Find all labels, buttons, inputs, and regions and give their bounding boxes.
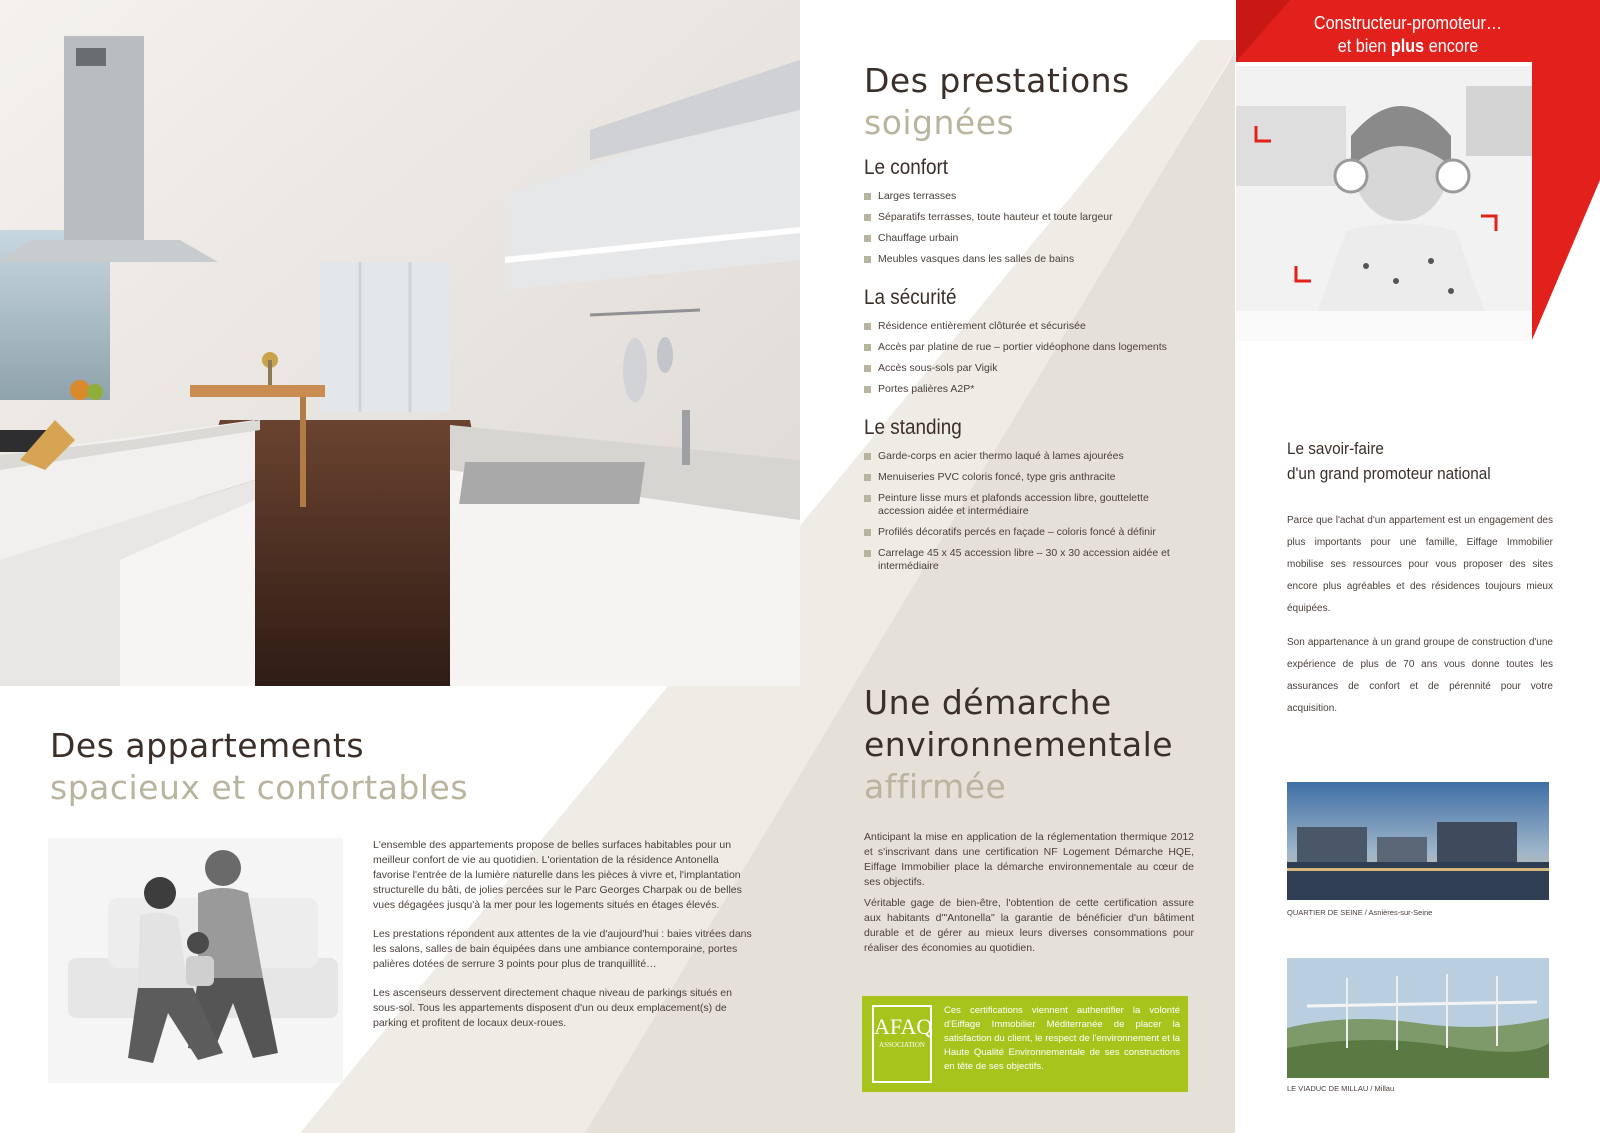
environment-title <box>864 682 1173 766</box>
red-triangle <box>1532 62 1600 340</box>
list-item: Profilés décoratifs percés en façade – coloris foncé à définir <box>864 526 1194 539</box>
savoir-faire-title <box>1287 436 1491 486</box>
list-item: Peinture lisse murs et plafonds accession libre, gouttelette accession aidée et intermédiaire <box>864 492 1194 518</box>
list-item: Accès par platine de rue – portier vidéophone dans logements <box>864 341 1194 354</box>
apartments-subtitle: spacieux et confortables <box>50 768 469 807</box>
savoir-paragraph-1: Parce que l'achat d'un appartement est un engagement des plus importants pour une famille, Eiffage Immobilier mobilise ses ressources pour vous proposer des sites encore plus agréables et des résidences toujours mieux équipées. <box>1287 515 1553 614</box>
environment-title-line-1: Une démarche <box>864 683 1112 722</box>
banner-line-2 <box>1255 35 1561 58</box>
section-heading-standing: Le standing <box>864 416 962 439</box>
list-item: Accès sous-sols par Vigik <box>864 362 1194 375</box>
savoir-paragraph-2: Son appartenance à un grand groupe de construction d'une expérience de plus de 70 ans vous donne toutes les assurances de confort et de pérennité pour votre acquisition. <box>1287 637 1553 714</box>
savoir-faire-text <box>1287 510 1553 732</box>
afaq-logo <box>872 1005 932 1083</box>
apartments-paragraph-2: Les prestations répondent aux attentes de la vie d'aujourd'hui : baies vitrées dans les salons, salles de bain équipées dans une ambiance contemporaine, portes palières dotées de serrure 3 points pour plus de tranquillité… <box>373 928 752 970</box>
services-subtitle: soignées <box>864 103 1015 142</box>
list-item: Meubles vasques dans les salles de bains <box>864 253 1194 266</box>
savoir-faire-line-2: d'un grand promoteur national <box>1287 464 1491 483</box>
list-item: Chauffage urbain <box>864 232 1194 245</box>
banner-line-1: Constructeur-promoteur… <box>1313 13 1503 33</box>
environment-subtitle: affirmée <box>864 767 1007 806</box>
environment-paragraph-2: Véritable gage de bien-être, l'obtention de cette certification assure aux habitants d'"Antonella" la garantie de bénéficier d'un bâtiment durable et de gérer au mieux leurs diverses consommations pour réaliser des économies au quotidien. <box>864 897 1194 954</box>
standing-list <box>864 450 1194 573</box>
comfort-list <box>864 190 1194 266</box>
banner-text-post: encore <box>1424 36 1479 56</box>
banner-text-pre: et bien <box>1337 36 1391 56</box>
list-item: Portes palières A2P* <box>864 383 1194 396</box>
section-heading-security: La sécurité <box>864 286 957 309</box>
environment-paragraph-1: Anticipant la mise en application de la réglementation thermique 2012 et s'inscrivant dans une certification NF Logement Démarche HQE, Eiffage Immobilier place la démarche environnementale au cœur de ses objectifs. <box>864 831 1194 888</box>
services-column <box>864 60 1194 581</box>
apartments-text <box>373 838 753 1045</box>
list-item: Résidence entièrement clôturée et sécurisée <box>864 320 1194 333</box>
apartments-paragraph-1: L'ensemble des appartements propose de belles surfaces habitables pour un meilleur confort de vie au quotidien. L'orientation de la résidence Antonella favorise l'entrée de la lumière naturelle dans les pièces à vivre et, l'implantation structurelle du bâti, de jolies percées sur le Parc Georges Charpak ou de belles vues dégagées jusqu'à la mer pour les logements situés en étages élevés. <box>373 839 742 911</box>
list-item: Carrelage 45 x 45 accession libre – 30 x 30 accession aidée et intermédiaire <box>864 547 1194 573</box>
quartier-de-seine-photo <box>1287 782 1549 900</box>
caption-viaduc-de-millau: LE VIADUC DE MILLAU / Millau <box>1287 1084 1395 1093</box>
list-item: Larges terrasses <box>864 190 1194 203</box>
apartments-paragraph-3: Les ascenseurs desservent directement chaque niveau de parkings situés en sous-sol. Tous les appartements disposent d'un ou deux emplacement(s) de parking et profitent de locaux deux-roues. <box>373 987 732 1029</box>
afaq-logo-text: AFAQ <box>874 1014 933 1039</box>
banner-text-bold: plus <box>1390 36 1425 56</box>
certification-text: Ces certifications viennent authentifier la volonté d'Eiffage Immobilier Méditerranée de placer la satisfaction du client, le respect de l'environnement et la Haute Qualité Environnementale de ses constructions en tête de ses objectifs. <box>944 1005 1180 1072</box>
girl-headphones-photo <box>1236 66 1532 341</box>
red-banner-title <box>1255 12 1561 58</box>
security-list <box>864 320 1194 396</box>
list-item: Séparatifs terrasses, toute hauteur et toute largeur <box>864 211 1194 224</box>
afaq-logo-tag: ASSOCIATION <box>879 1041 925 1049</box>
environment-title-line-2: environnementale <box>864 725 1174 764</box>
environment-text <box>864 830 1194 962</box>
kitchen-photo <box>0 0 800 686</box>
list-item: Garde-corps en acier thermo laqué à lames ajourées <box>864 450 1194 463</box>
services-title: Des prestations <box>864 61 1130 100</box>
savoir-faire-line-1: Le savoir-faire <box>1287 439 1384 458</box>
list-item: Menuiseries PVC coloris foncé, type gris anthracite <box>864 471 1194 484</box>
family-photo <box>48 838 343 1083</box>
apartments-title: Des appartements <box>50 726 365 765</box>
viaduc-de-millau-photo <box>1287 958 1549 1078</box>
certification-box <box>862 996 1188 1092</box>
caption-quartier-de-seine: QUARTIER DE SEINE / Asnières-sur-Seine <box>1287 908 1433 917</box>
section-heading-comfort: Le confort <box>864 156 949 179</box>
